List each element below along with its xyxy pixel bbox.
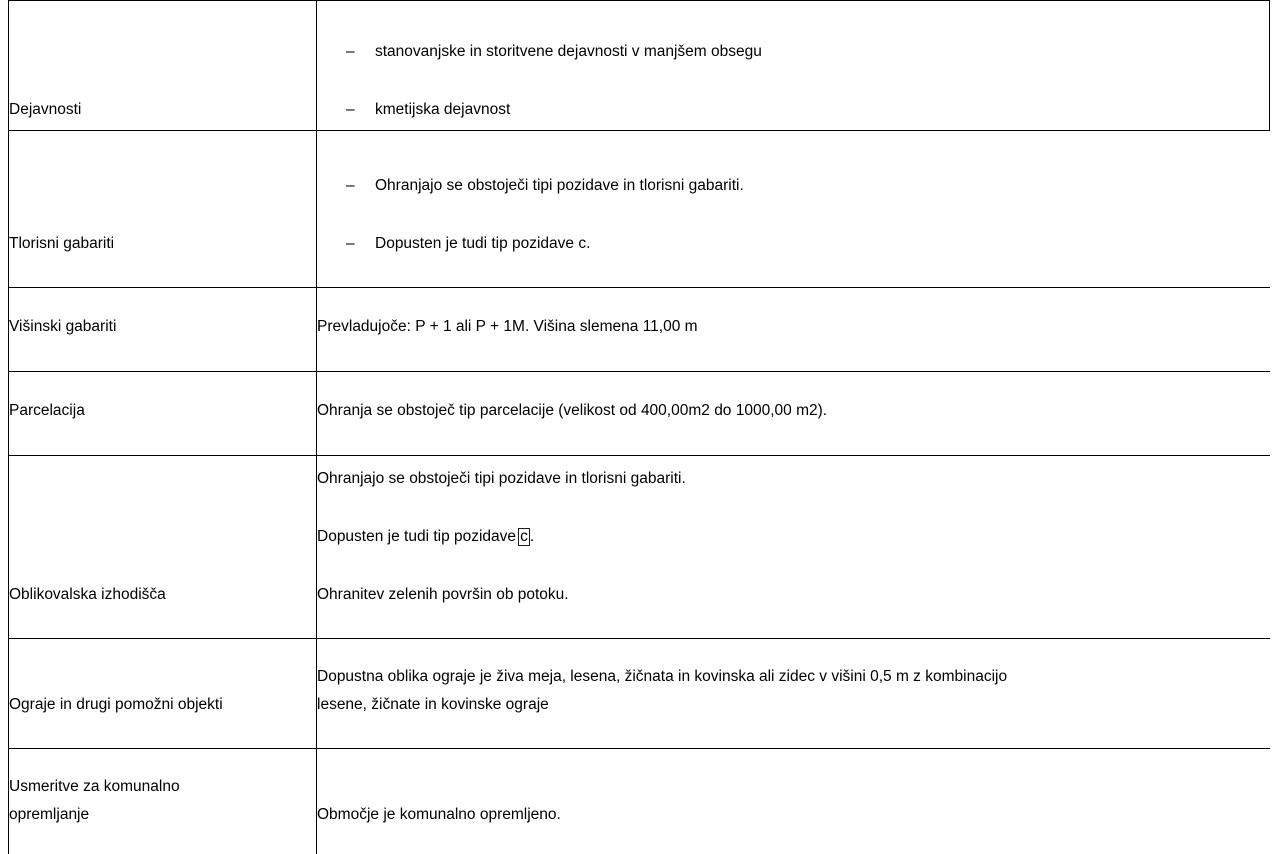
list-bullet: – [346,177,355,194]
text-cursor-selection[interactable]: c [520,528,528,545]
row-value: Območje je komunalno opremljeno. [317,806,561,823]
list-item: Ohranjajo se obstoječi tipi pozidave in tlorisni gabariti. [375,177,744,194]
table-border-top [8,0,1270,1]
row-value-line: lesene, žičnate in kovinske ograje [317,696,549,713]
row-value-line: Dopustna oblika ograje je živa meja, lesena, žičnata in kovinska ali zidec v višini 0,5 m z kombinacijo [317,668,1008,685]
row-label: Tlorisni gabariti [9,235,115,252]
row-label-line: opremljanje [9,806,90,823]
row-value: Prevladujoče: P + 1 ali P + 1M. Višina slemena 11,00 m [317,318,698,335]
list-bullet: – [346,235,355,252]
list-item: kmetijska dejavnost [375,101,511,118]
row-label: Ograje in drugi pomožni objekti [9,696,223,713]
row-value-line: Ohranjajo se obstoječi tipi pozidave in tlorisni gabariti. [317,470,686,487]
row-divider [8,748,1270,749]
row-value-line: Ohranitev zelenih površin ob potoku. [317,586,569,603]
row-label-line: Usmeritve za komunalno [9,778,180,795]
row-divider [8,455,1270,456]
row-value-text: Dopusten je tudi tip pozidave [317,528,517,545]
row-divider [8,638,1270,639]
row-value-line [317,528,534,546]
row-value-punct: . [529,528,535,545]
list-item: stanovanjske in storitvene dejavnosti v manjšem obsegu [375,43,762,60]
list-bullet: – [346,101,355,118]
table-border-left [8,0,9,854]
column-divider [316,0,317,854]
row-label: Dejavnosti [9,101,82,118]
row-value: Ohranja se obstoječ tip parcelacije (velikost od 400,00m2 do 1000,00 m2). [317,402,828,419]
row-divider [8,371,1270,372]
list-item: Dopusten je tudi tip pozidave c. [375,235,591,252]
row-label: Višinski gabariti [9,318,117,335]
row-divider [8,287,1270,288]
row-label: Parcelacija [9,402,85,419]
row-label: Oblikovalska izhodišča [9,586,166,603]
list-bullet: – [346,43,355,60]
row-divider [8,130,1270,131]
table-border-right [1269,0,1270,130]
